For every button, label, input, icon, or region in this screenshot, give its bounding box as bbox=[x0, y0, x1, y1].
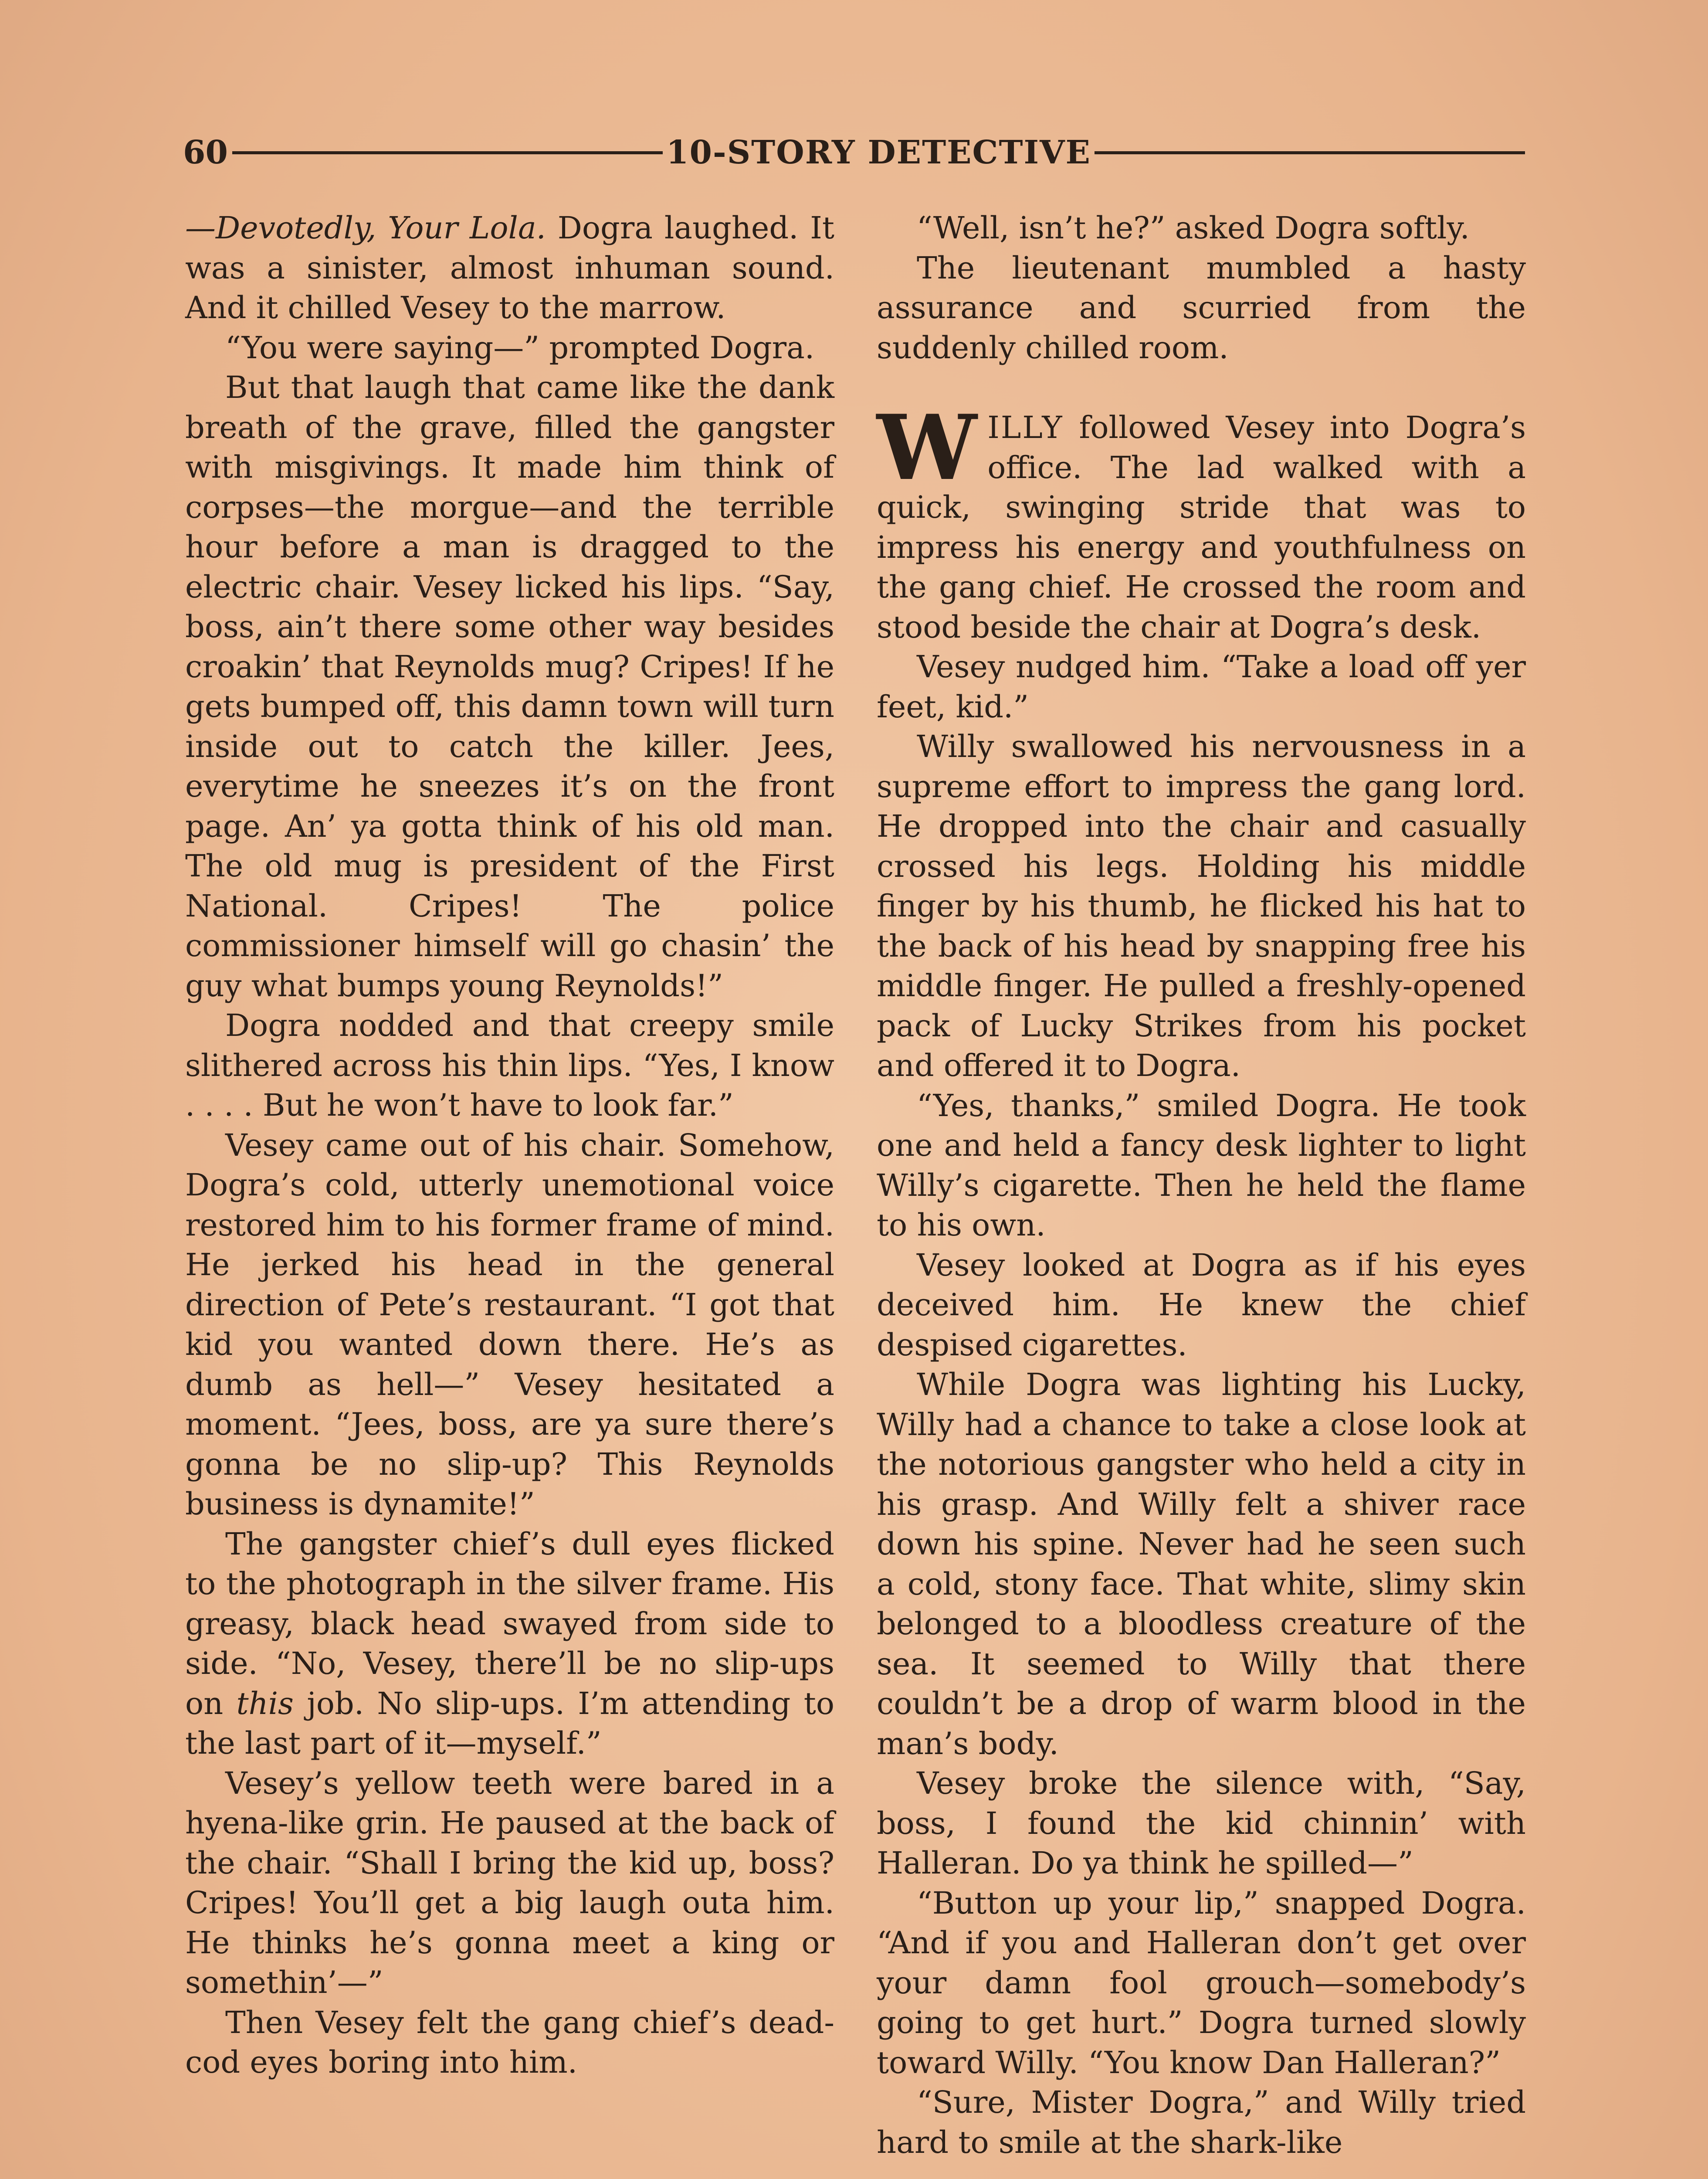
paragraph: Vesey came out of his chair. Somehow, Dogra’s cold, utterly unemotional voice restored him to his former frame of mind. He jerked his head in the general direction of Pete’s restaurant. “I got that kid you wanted down there. He’s as dumb as hell—” Vesey hesitated a moment. “Jees, boss, are ya sure there’s gonna be no slip-up? This Reynolds business is dynamite!” bbox=[185, 1127, 834, 1522]
paragraph: Vesey’s yellow teeth were bared in a hyena-like grin. He paused at the back of the chair. “Shall I bring the kid up, boss? Cripes! You’ll get a big laugh outa him. He thinks he’s gonna meet a king or somethin’—” bbox=[185, 1765, 834, 2000]
left-column bbox=[185, 208, 834, 2083]
letter-signature: —Devotedly, Your Lola. bbox=[185, 210, 546, 246]
paragraph: Willy swallowed his nervousness in a supreme effort to impress the gang lord. He dropped into the chair and casually crossed his legs. Holding his middle finger by his thumb, he flicked his hat to the back of his head by snapping free his middle finger. He pulled a freshly-opened pack of Lucky Strikes from his pocket and offered it to Dogra. bbox=[877, 729, 1526, 1083]
paragraph: Vesey nudged him. “Take a load off yer feet, kid.” bbox=[877, 649, 1526, 725]
header-rule-left bbox=[232, 151, 663, 154]
paragraph: “Button up your lip,” snapped Dogra. “And if you and Halleran don’t get over your damn fool grouch—somebody’s going to get hurt.” Dogra turned slowly toward Willy. “You know Dan Halleran?” bbox=[877, 1885, 1526, 2081]
paragraph: Vesey looked at Dogra as if his eyes deceived him. He knew the chief despised cigarettes. bbox=[877, 1247, 1526, 1363]
paragraph: The gangster chief’s dull eyes flicked to the photograph in the silver frame. His greasy, black head swayed from side to side. “No, Vesey, there’ll be no slip-ups on this job. No slip-ups. I’m attending to the last part of it—myself.” bbox=[185, 1526, 834, 1761]
paragraph: “You were saying—” prompted Dogra. bbox=[225, 329, 815, 366]
small-caps-lead: ILLY bbox=[987, 410, 1064, 445]
magazine-title: 10-STORY DETECTIVE bbox=[666, 134, 1091, 171]
paragraph: “Yes, thanks,” smiled Dogra. He took one and held a fancy desk lighter to light Willy’s cigarette. Then he held the flame to his own. bbox=[877, 1087, 1526, 1243]
right-column bbox=[877, 208, 1526, 2162]
paragraph: The lieutenant mumbled a hasty assurance and scurried from the suddenly chilled room. bbox=[877, 250, 1526, 366]
drop-cap: W bbox=[877, 396, 977, 500]
paragraph: Vesey broke the silence with, “Say, boss, I found the kid chinnin’ with Halleran. Do ya think he spilled—” bbox=[877, 1765, 1526, 1881]
header-rule-right bbox=[1095, 151, 1525, 154]
emphasis: this bbox=[236, 1685, 294, 1721]
paragraph: “Well, isn’t he?” asked Dogra softly. bbox=[917, 210, 1470, 246]
running-header bbox=[183, 126, 1525, 179]
paragraph: But that laugh that came like the dank breath of the grave, filled the gangster with misgivings. It made him think of corpses—the morgue—and the terrible hour before a man is dragged to the electric chair. Vesey licked his lips. “Say, boss, ain’t there some other way besides croakin’ that Reynolds mug? Cripes! If he gets bumped off, this damn town will turn inside out to catch the killer. Jees, everytime he sneezes it’s on the front page. An’ ya gotta think of his old man. The old mug is president of the First National. Cripes! The police commissioner himself will go chasin’ the guy what bumps young Reynolds!” bbox=[185, 370, 834, 1004]
paragraph: While Dogra was lighting his Lucky, Willy had a chance to take a close look at the notorious gangster who held a city in his grasp. And Willy felt a shiver race down his spine. Never had he seen such a cold, stony face. That white, slimy skin belonged to a bloodless creature of the sea. It seemed to Willy that there couldn’t be a drop of warm blood in the man’s body. bbox=[877, 1367, 1526, 1762]
paragraph: Dogra nodded and that creepy smile slithered across his thin lips. “Yes, I know . . . . But he won’t have to look far.” bbox=[185, 1008, 834, 1123]
page-number: 60 bbox=[183, 134, 228, 171]
paragraph: Then Vesey felt the gang chief’s dead-cod eyes boring into him. bbox=[185, 2004, 834, 2080]
section-opening-paragraph: WILLY followed Vesey into Dogra’s office. The lad walked with a quick, swinging stride that was to impress his energy and youthfulness on the gang chief. He crossed the room and stood beside the chair at Dogra’s desk. bbox=[877, 396, 1526, 645]
paragraph: “Sure, Mister Dogra,” and Willy tried hard to smile at the shark-like bbox=[877, 2084, 1526, 2160]
paragraph: —Devotedly, Your Lola. Dogra laughed. It was a sinister, almost inhuman sound. And it chilled Vesey to the marrow. bbox=[185, 210, 835, 326]
